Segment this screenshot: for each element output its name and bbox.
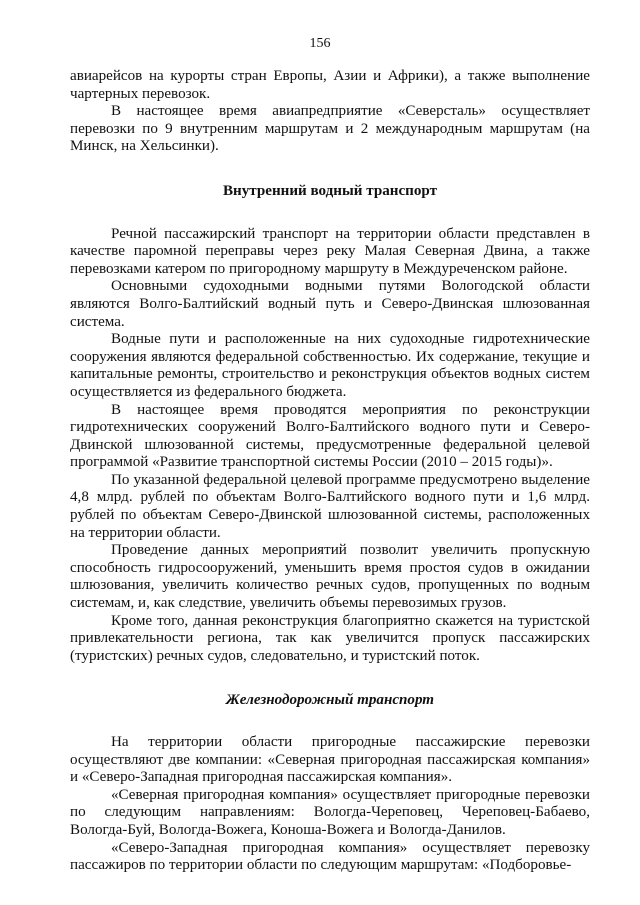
paragraph: В настоящее время проводятся мероприятия по реконструкции гидротехнических сооружений Волго-Балтийского водного пути и Северо-Двинской шлюзованной системы, предусмотренные федеральной целевой программой «Развитие транспортной системы России (2010 – 2015 годы)». [70,401,590,471]
paragraph: авиарейсов на курорты стран Европы, Азии и Африки), а также выполнение чартерных перевозок. [70,68,590,102]
section-heading-rail-transport: Железнодорожный транспорт [225,692,435,709]
paragraph: Кроме того, данная реконструкция благоприятно скажется на туристской привлекательности региона, так как увеличится пропуск пассажирских (туристских) речных судов, следовательно, и туристский поток. [70,612,590,664]
paragraph: В настоящее время авиапредприятие «Северсталь» осуществляет перевозки по 9 внутренним маршрутам и 2 международным маршрутам (на Минск, на Хельсинки). [70,103,590,155]
paragraph: Водные пути и расположенные на них судоходные гидротехнические сооружения являются федеральной собственностью. Их содержание, текущие и капитальные ремонты, строительство и реконструкция объектов водных систем осуществляется из федерального бюджета. [70,331,590,400]
paragraph: Речной пассажирский транспорт на территории области представлен в качестве паромной переправы через реку Малая Северная Двина, а также перевозками катером по пригородному маршруту в Междуреченском районе. [70,225,590,277]
paragraph: На территории области пригородные пассажирские перевозки осуществляют две компании: «Северная пригородная пассажирская компания» и «Северо-Западная пригородная пассажирская компания». [70,734,590,786]
page-number: 156 [309,36,331,51]
paragraph: Основными судоходными водными путями Вологодской области являются Волго-Балтийский водный путь и Северо-Двинская шлюзованная система. [70,278,590,330]
paragraph: По указанной федеральной целевой программе предусмотрено выделение 4,8 млрд. рублей по объектам Волго-Балтийского водного пути и 1,6 млрд. рублей по объектам Северо-Двинской шлюзованной системы, расположенных на территории области. [70,471,590,541]
page-body [70,68,590,875]
paragraph: «Северо-Западная пригородная компания» осуществляет перевозку пассажиров по территории области по следующим маршрутам: «Подборовье- [70,839,590,874]
paragraph: «Северная пригородная компания» осуществляет пригородные перевозки по следующим направлениям: Вологда-Череповец, Череповец-Бабаево, Вологда-Буй, Вологда-Вожега, Коноша-Вожега и Вологда-Данилов. [70,786,590,838]
paragraph: Проведение данных мероприятий позволит увеличить пропускную способность гидросооружений, уменьшить время простоя судов в ожидании шлюзования, увеличить количество речных судов, пропущенных по водным системам, и, как следствие, увеличить объемы перевозимых грузов. [70,542,590,612]
section-heading-water-transport: Внутренний водный транспорт [222,182,438,199]
